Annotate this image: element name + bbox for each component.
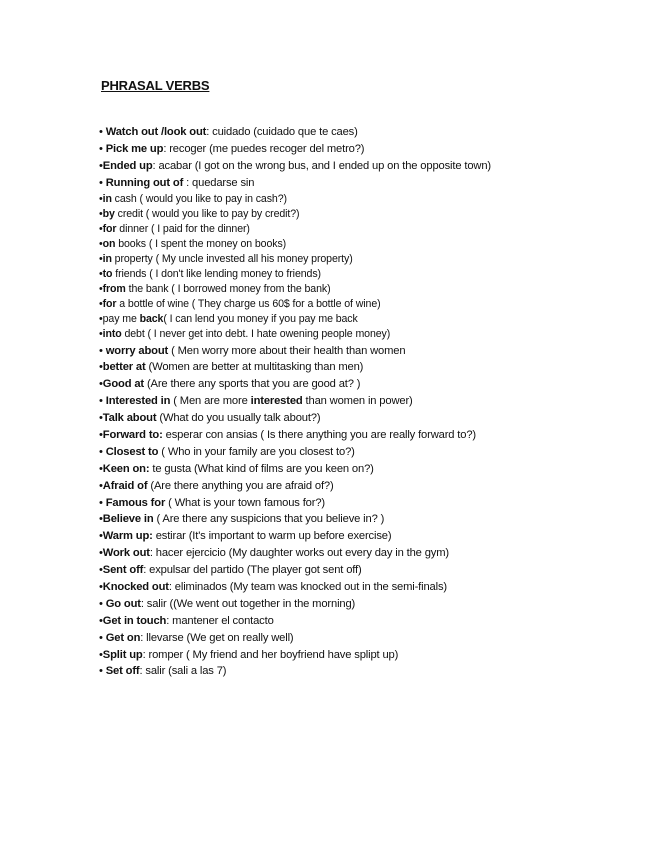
definition-text: cash ( would you like to pay in cash?) — [111, 192, 287, 205]
page-title: PHRASAL VERBS — [101, 78, 210, 93]
list-item — [99, 410, 639, 427]
list-item — [99, 495, 639, 512]
phrasal-verb: Forward to: — [102, 428, 163, 441]
bullet: • — [99, 580, 103, 593]
definition-text: ( What is your town famous for?) — [165, 496, 325, 509]
list-item — [99, 124, 639, 141]
list-item — [99, 528, 639, 545]
bullet: • — [99, 344, 106, 357]
phrasal-verb: for — [102, 298, 117, 311]
phrasal-verb: Warm up: — [102, 530, 153, 543]
bullet: • — [99, 395, 106, 408]
list-item — [99, 359, 639, 376]
definition-text: : hacer ejercicio (My daughter works out every day in the gym) — [149, 547, 449, 560]
bullet: • — [99, 252, 103, 265]
definition-text: (Are there anything you are afraid of?) — [147, 479, 334, 492]
definition-text: credit ( would you like to pay by credit?) — [114, 207, 300, 220]
list-item — [99, 343, 639, 360]
list-item — [99, 252, 639, 267]
bullet: • — [99, 412, 103, 425]
phrasal-verb: Good at — [102, 378, 144, 391]
phrasal-verb: Pick me up — [105, 142, 164, 155]
definition-text: esperar con ansias ( Is there anything you are really forward to?) — [162, 428, 476, 441]
list-item — [99, 427, 639, 444]
bullet: • — [99, 328, 103, 341]
list-item — [99, 267, 639, 282]
definition-text: : llevarse (We get on really well) — [140, 631, 294, 644]
list-item — [99, 327, 639, 342]
phrasal-verb: on — [102, 237, 116, 250]
list-item — [99, 158, 639, 175]
phrasal-verb: Believe in — [102, 513, 154, 526]
list-item — [99, 282, 639, 297]
bullet: • — [99, 142, 106, 155]
phrasal-verb: Sent off — [102, 564, 144, 577]
phrasal-verb: worry about — [105, 344, 169, 357]
definition-text: (Are there any sports that you are good at? ) — [144, 378, 361, 391]
phrasal-verb-list — [99, 124, 639, 680]
phrasal-verb: Ended up — [102, 159, 153, 172]
bullet: • — [99, 237, 103, 250]
phrasal-verb: to — [102, 268, 113, 281]
bullet: • — [99, 665, 106, 678]
bullet: • — [99, 479, 103, 492]
phrasal-verb: interested — [250, 395, 303, 408]
bullet: • — [99, 631, 106, 644]
phrasal-verb: Watch out /look out — [105, 126, 207, 138]
definition-text: : romper ( My friend and her boyfriend have splipt up) — [142, 648, 399, 661]
definition-text: ( I can lend you money if you pay me back — [163, 313, 358, 326]
bullet: • — [99, 428, 103, 441]
list-item — [99, 630, 639, 647]
definition-text: friends ( I don't like lending money to friends) — [112, 268, 321, 281]
phrasal-verb: back — [139, 313, 164, 326]
list-item — [99, 444, 639, 461]
phrasal-verb: Split up — [102, 648, 143, 661]
phrasal-verb: Interested in — [105, 395, 171, 408]
list-item — [99, 647, 639, 664]
phrasal-verb: Get on — [105, 631, 141, 644]
definition-text: (What do you usually talk about?) — [156, 412, 321, 425]
bullet: • — [99, 361, 103, 374]
bullet: • — [99, 564, 103, 577]
list-item — [99, 222, 639, 237]
definition-text: books ( I spent the money on books) — [115, 237, 287, 250]
definition-text: : quedarse sin — [183, 176, 255, 189]
definition-text: te gusta (What kind of films are you keen on?) — [149, 462, 374, 475]
definition-text: : expulsar del partido (The player got sent off) — [143, 564, 362, 577]
definition-text: : cuidado (cuidado que te caes) — [206, 126, 358, 138]
definition-text: the bank ( I borrowed money from the bank) — [125, 283, 331, 296]
bullet: • — [99, 176, 106, 189]
phrasal-verb: Knocked out — [102, 580, 169, 593]
phrasal-verb: Closest to — [105, 445, 159, 458]
definition-text: property ( My uncle invested all his money property) — [111, 252, 353, 265]
list-item — [99, 237, 639, 252]
list-item — [99, 141, 639, 158]
bullet: •pay me — [99, 313, 140, 326]
bullet: • — [99, 462, 103, 475]
definition-text: dinner ( I paid for the dinner) — [116, 222, 250, 235]
list-item — [99, 376, 639, 393]
phrasal-verb: Work out — [102, 547, 150, 560]
definition-text: : salir (sali a las 7) — [139, 665, 227, 678]
definition-text: ( Are there any suspicions that you believe in? ) — [153, 513, 385, 526]
bullet: • — [99, 283, 103, 296]
phrasal-verb: for — [102, 222, 117, 235]
phrasal-verb: Running out of — [105, 176, 184, 189]
phrasal-verb: Famous for — [105, 496, 166, 509]
definition-text: : mantener el contacto — [166, 614, 274, 627]
phrasal-verb: Talk about — [102, 412, 157, 425]
list-item — [99, 596, 639, 613]
list-item — [99, 192, 639, 207]
bullet: • — [99, 268, 103, 281]
bullet: • — [99, 648, 103, 661]
definition-text: : recoger (me puedes recoger del metro?) — [163, 142, 365, 155]
list-item — [99, 207, 639, 222]
phrasal-verb: Go out — [105, 597, 141, 610]
phrasal-verb: better at — [102, 361, 146, 374]
definition-text: ( Who in your family are you closest to?) — [158, 445, 355, 458]
definition-text: ( Men worry more about their health than women — [168, 344, 406, 357]
definition-text: a bottle of wine ( They charge us 60$ for a bottle of wine) — [116, 298, 381, 311]
list-item — [99, 461, 639, 478]
bullet: • — [99, 445, 106, 458]
definition-text: : eliminados (My team was knocked out in the semi-finals) — [168, 580, 447, 593]
list-item — [99, 478, 639, 495]
bullet: • — [99, 126, 106, 138]
bullet: • — [99, 513, 103, 526]
phrasal-verb: from — [102, 283, 126, 296]
definition-text: : acabar (I got on the wrong bus, and I ended up on the opposite town) — [152, 159, 491, 172]
bullet: • — [99, 597, 106, 610]
list-item — [99, 297, 639, 312]
definition-text: (Women are better at multitasking than men) — [145, 361, 364, 374]
bullet: • — [99, 614, 103, 627]
definition-text: estirar (It's important to warm up before exercise) — [152, 530, 392, 543]
bullet: • — [99, 530, 103, 543]
phrasal-verb: in — [102, 192, 112, 205]
bullet: • — [99, 496, 106, 509]
definition-text: : salir ((We went out together in the morning) — [140, 597, 356, 610]
list-item — [99, 393, 639, 410]
phrasal-verb: Get in touch — [102, 614, 167, 627]
list-item — [99, 175, 639, 192]
bullet: • — [99, 378, 103, 391]
phrasal-verb: into — [102, 328, 122, 341]
phrasal-verb: Afraid of — [102, 479, 148, 492]
list-item — [99, 511, 639, 528]
list-item — [99, 613, 639, 630]
phrasal-verb: Set off — [105, 665, 140, 678]
list-item — [99, 579, 639, 596]
list-item — [99, 663, 639, 680]
list-item — [99, 562, 639, 579]
list-item — [99, 545, 639, 562]
phrasal-verb: in — [102, 252, 112, 265]
bullet: • — [99, 222, 103, 235]
definition-text: ( Men are more — [170, 395, 251, 408]
bullet: • — [99, 207, 103, 220]
bullet: • — [99, 298, 103, 311]
phrasal-verb: Keen on: — [102, 462, 150, 475]
bullet: • — [99, 159, 103, 172]
definition-text: debt ( I never get into debt. I hate owening people money) — [121, 328, 391, 341]
list-item — [99, 312, 639, 327]
definition-text: than women in power) — [302, 395, 413, 408]
phrasal-verb: by — [102, 207, 115, 220]
bullet: • — [99, 192, 103, 205]
bullet: • — [99, 547, 103, 560]
